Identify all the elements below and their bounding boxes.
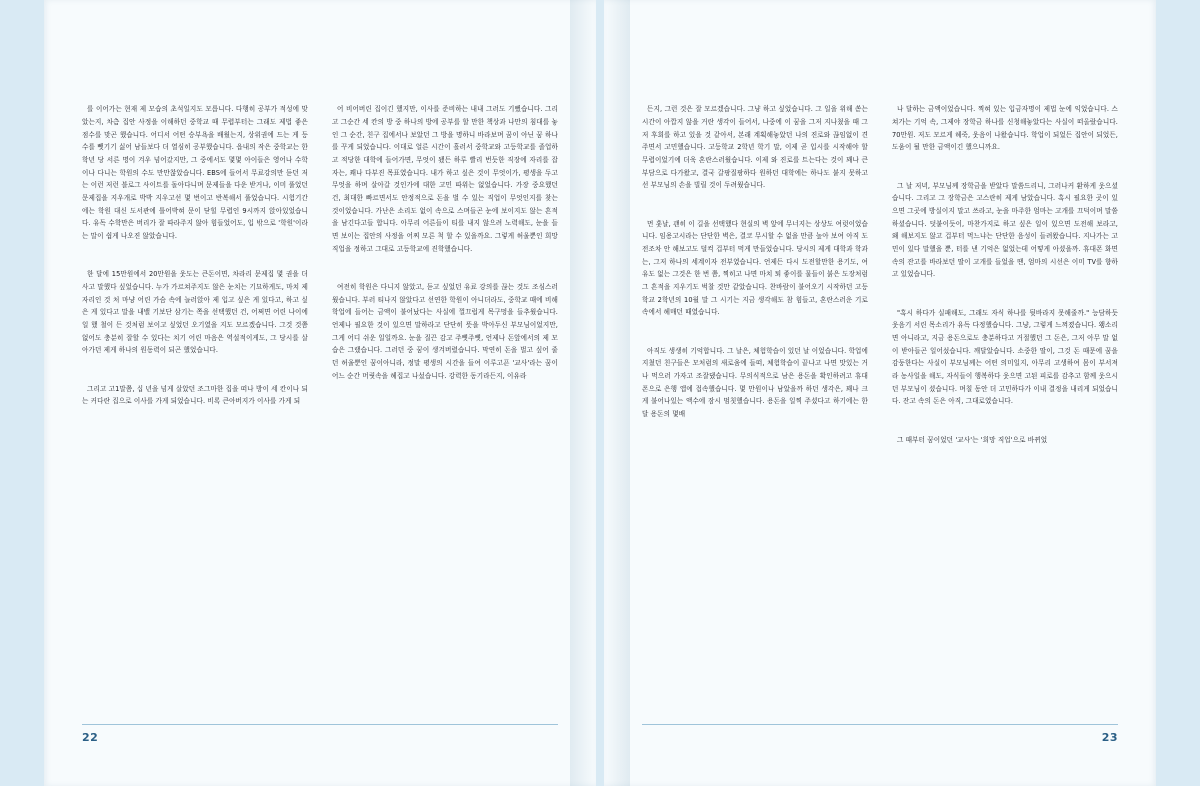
left-page-footer	[82, 724, 558, 748]
right-page-footer	[642, 724, 1118, 748]
text-column	[892, 78, 1121, 786]
paragraph: 나 달하는 금액이었습니다. 찍혀 있는 입금자명이 제법 눈에 익었습니다. 스쳐가는 기억 속, 그제야 장학금 하나를 신청해놓았다는 사실이 떠올랐습니다. 70만원. 저도 모르게 헤죽, 웃음이 나왔습니다. 학업이 되었든 집안이 되었든, 도움이 될 만한 금액이긴 했으니까요.	[892, 105, 1121, 152]
paragraph: 먼 훗날, 괜히 이 길을 선택했다 현실의 벽 앞에 무너지는 상상도 여럿이었습니다. 임용고시라는 단단한 벽은, 결코 무시할 수 없을 만큼 높아 보여 아직 도전조차 안 해보고도 덜컥 겁부터 먹게 만들었습니다. 당시의 제게 대학과 학과는, 그저 하나의 세계이자 전부였습니다. 언제든 다시 도전할만한 용기도, 여유도 없는 그것은 한 번 쯤, 찍히고 나면 마치 퇴 좋이를 물들이 붉은 도장처럼 그 흔적을 지우기도 벅찰 것만 같았습니다. 찬바람이 불어오기 시작하던 고등학교 2학년의 10월 말 그 시기는 지금 생각해도 참 힘들고, 혼란스러운 기로 속에서 헤매던 때였습니다.	[642, 219, 871, 317]
text-column	[332, 78, 561, 786]
right-page	[604, 0, 1156, 786]
paragraph: 어 비어버린 집이긴 했지만, 이사를 준비하는 내내 그러도 기뻤습니다. 그리고 그순간 세 칸의 방 중 하나의 방에 공부를 할 만한 책상과 나만의 침대를 놓인 그 순간, 친구 집에서나 보았던 그 방을 명하니 바라보며 꿈이 아닌 꿈 하나를 꾸게 되었습니다. 이대로 얼른 시간이 흘러서 중학교와 고등학교를 졸업하고 적당한 대학에 들어가면, 무엇이 됐든 하루 빨리 번듯한 직장에 자리를 잡자는, 꽤나 다부진 목표였습니다. 내가 하고 싶은 것이 무엇이가, 평생을 두고 무엇을 하며 살아갈 것인가에 대한 고민 따위는 없었습니다. 가장 중요했던 건, 최대한 빠르면서도 안정적으로 돈을 벌 수 있는 직업이 무엇인지를 찾는 것이었습니다. 가난은 소리도 없이 속으로 스며들곤 눈에 보이지도 않는 흔적을 남긴다고들 합니다. 아무리 어른들이 티를 내지 않으려 노력해도, 눈을 들면 보이는 집안의 사정을 어찌 모른 척 할 수 있을까요. 그렇게 허울뿐인 희망 직업을 정하고 그대로 고등학교에 진학했습니다.	[332, 105, 561, 253]
page-number: 23	[1101, 731, 1118, 744]
left-page	[44, 0, 596, 786]
page-number: 22	[82, 731, 99, 744]
text-column	[642, 78, 871, 786]
paragraph: "혹시 하다가 실패해도, 그래도 자식 하나를 뒷바라지 못해줄까." 능담하듯 웃음기 서린 목소리가 유독 다정했습니다. 그냥, 그렇게 느껴졌습니다. 왱소리면 아니라고, 지금 용돈으로도 충분하다고 거절했던 그 돈은, 그저 아무 말 없이 받아들곤 일어섰습니다. 깨달았습니다. 소중한 딸이, 그것 돈 때문에 꿈을 감둥한다는 사실이 부모님께는 어떤 의미일지, 아무리 고생하여 몸이 부서져라 농사일을 해도, 자식들이 행복하다 웃으면 고된 피로를 감추고 함께 웃으시던 부모님이 셨습니다. 며칠 동안 더 고민하다가 이내 결정을 내리게 되었습니다. 잔고 속의 돈은 아직, 그대로였습니다.	[892, 308, 1121, 406]
footer-divider	[82, 724, 558, 725]
right-page-columns	[642, 78, 1121, 786]
paragraph: 그 날 저녁, 부모님께 장학금을 받았다 말씀드리니, 그러나커 환하게 웃으셨습니다. 그리고 그 장학금은 고스란히 제게 남았습니다. 혹시 필요한 곳이 있으면 그곳에 방실이지 말고 쓰라고, 눈을 마주한 엄마는 고개를 끄덕이며 말씀하셨습니다. 덧붙이듯이, 마찬가지로 하고 싶은 일이 있으면 도전해 보라고, 왜 해보지도 않고 겁부터 먹느냐는 단단한 음성이 들려왔습니다. 지나가는 고민이 있다 말했을 뿐, 터를 낸 기억은 없었는데 어떻게 아셨을까. 휴대폰 화면 속의 잔고를 바라보던 딸이 고개를 들었을 땐, 엄마의 시선은 이미 TV를 향하고 있었습니다.	[892, 181, 1121, 279]
paragraph: 든지, 그런 것은 잘 모르겠습니다. 그냥 하고 싶었습니다. 그 일을 위해 쏟는 시간이 아깝지 않을 거란 생각이 들어서, 나중에 이 꿈을 그저 지나쳤을 때 그저 후회를 하고 있을 것 같아서, 본래 계획해놓았던 나의 진로와 끊임없이 견주면서 고민했습니다. 고등학교 2학년 학기 말, 이제 곧 입시를 시작해야 할 무렵이었기에 더욱 혼란스러웠습니다. 이제 와 진로를 트는다는 것이 꽤나 큰 부담으로 다가왔고, 결국 갈팡질팡하다 원하던 대학에는 하나도 붙지 못하고선 부모님의 손을 빌릴 것이 두려웠습니다.	[642, 105, 871, 190]
paragraph: 그리고 고1말쯤, 십 년을 넘게 살았던 조그마한 집을 떠나 방이 세 칸이나 되는 커다란 집으로 이사를 가게 되었습니다. 비록 큰아버지가 이사를 가게 되	[82, 384, 308, 406]
paragraph: 여전히 학원은 다니지 않았고, 듣고 싶었던 유료 강의를 끊는 것도 조심스러웠습니다. 부러 티나지 않았다고 선연한 학원이 아니더라도, 중학교 때에 비해 학업에 들어는 금액이 불어났다는 사실에 껄끄럽게 목구멍을 들추웠습니다. 언제나 필요한 것이 있으면 말하라고 단단히 뜻을 박아두신 부모님이었지만, 그게 어디 쉬운 일일까요. 눈을 질끈 감고 주뼛주뼛, 언제나 돈앞에서의 제 모습은 그랬습니다. 그러던 중 꿈이 생겨버렸습니다. 막연히 돈을 벌고 싶어 줄던 허울뿐인 꿈이아니라, 정말 평생의 시간을 들여 이루고픈 '교사'라는 꿈이 어느 순간 머릿속을 헤집고 나섰습니다. 강력한 동기라든지, 이유라	[332, 283, 561, 380]
paragraph: 아직도 생생히 기억합니다. 그 날은, 체험학습이 있던 날 이었습니다. 학업에 지쳤던 친구들은 모처럼의 새로움에 들떠, 체험학습이 끝나고 나면 맛있는 거나 먹으러 가자고 조잘댔습니다. 무의식적으로 남은 용돈을 확인하려고 휴대폰으로 은행 앱에 접속했습니다. 몇 만원이나 남았을까 하던 생각은, 꽤나 크게 불어나있는 액수에 잠시 멈칫했습니다. 용돈을 일찍 주셨다고 하기에는 한 달 용돈의 몇배	[642, 346, 871, 419]
footer-divider	[642, 724, 1118, 725]
paragraph: 한 달에 15만원에서 20만원을 웃도는 큰돈이면, 차라리 문제집 몇 권을 더 사고 말했다 싶었습니다. 누가 가르쳐주지도 않은 눈치는 기묘하게도, 마치 제 자리인 것 처 마냥 어린 가슴 속에 늘러앉아 제 입고 싶은 게 있다고, 하고 싶은 게 있다고 말을 내밸 기보단 삼기는 쪽을 선택했던 건, 어쩌면 어린 나이에 일 했 철이 든 것처럼 보이고 싶었던 오기였을 지도 모르겠습니다. 그것 것쯤 없어도 충분히 잘할 수 있다는 치기 어린 마음은 역설적이게도, 그 당시를 살아가던 제게 하나의 원동력이 되곤 했었습니다.	[82, 270, 311, 355]
left-page-columns	[82, 78, 561, 786]
paragraph: 그 때부터 꿈이었던 '교사'는 '희망 직업'으로 바뀌었	[897, 435, 1048, 444]
text-column	[82, 78, 311, 786]
paragraph: 를 이어가는 현재 제 모습의 초석일지도 모릅니다. 다행히 공부가 적성에 맞았는지, 차츰 집안 사정을 이해하던 중학교 때 무렵부터는 그래도 제법 좋은 점수를 맞곤 했습니다. 어디서 어떤 승부욕을 배웠는지, 상위권에 드는 게 등수를 뺏기기 싫어 남들보다 더 열심히 공부했습니다. 읍내의 작은 중학교는 한 학년 당 서른 명이 겨우 넘어갔지만, 그 중에서도 몇몇 아이들은 영어나 수학이나 다니는 학원의 수도 만만찮았습니다. EBS에 들어서 무료강의만 듣던 저는 이런 저런 블로그 사이트를 돌아다니며 문제들을 다운 받거나, 이미 풀었던 문제집을 지우개로 박박 지우고선 몇 번이고 반복해서 풀었습니다. 시험기간에는 학원 대신 도서관에 틀어박혀 문이 닫힐 무렵인 9시까지 앉아있었습니다. 유독 수학만은 버리가 잘 따라주지 않아 힘들었어도, 입 밖으로 '학원'이라는 말이 쉽게 나오진 않았습니다.	[82, 105, 311, 240]
